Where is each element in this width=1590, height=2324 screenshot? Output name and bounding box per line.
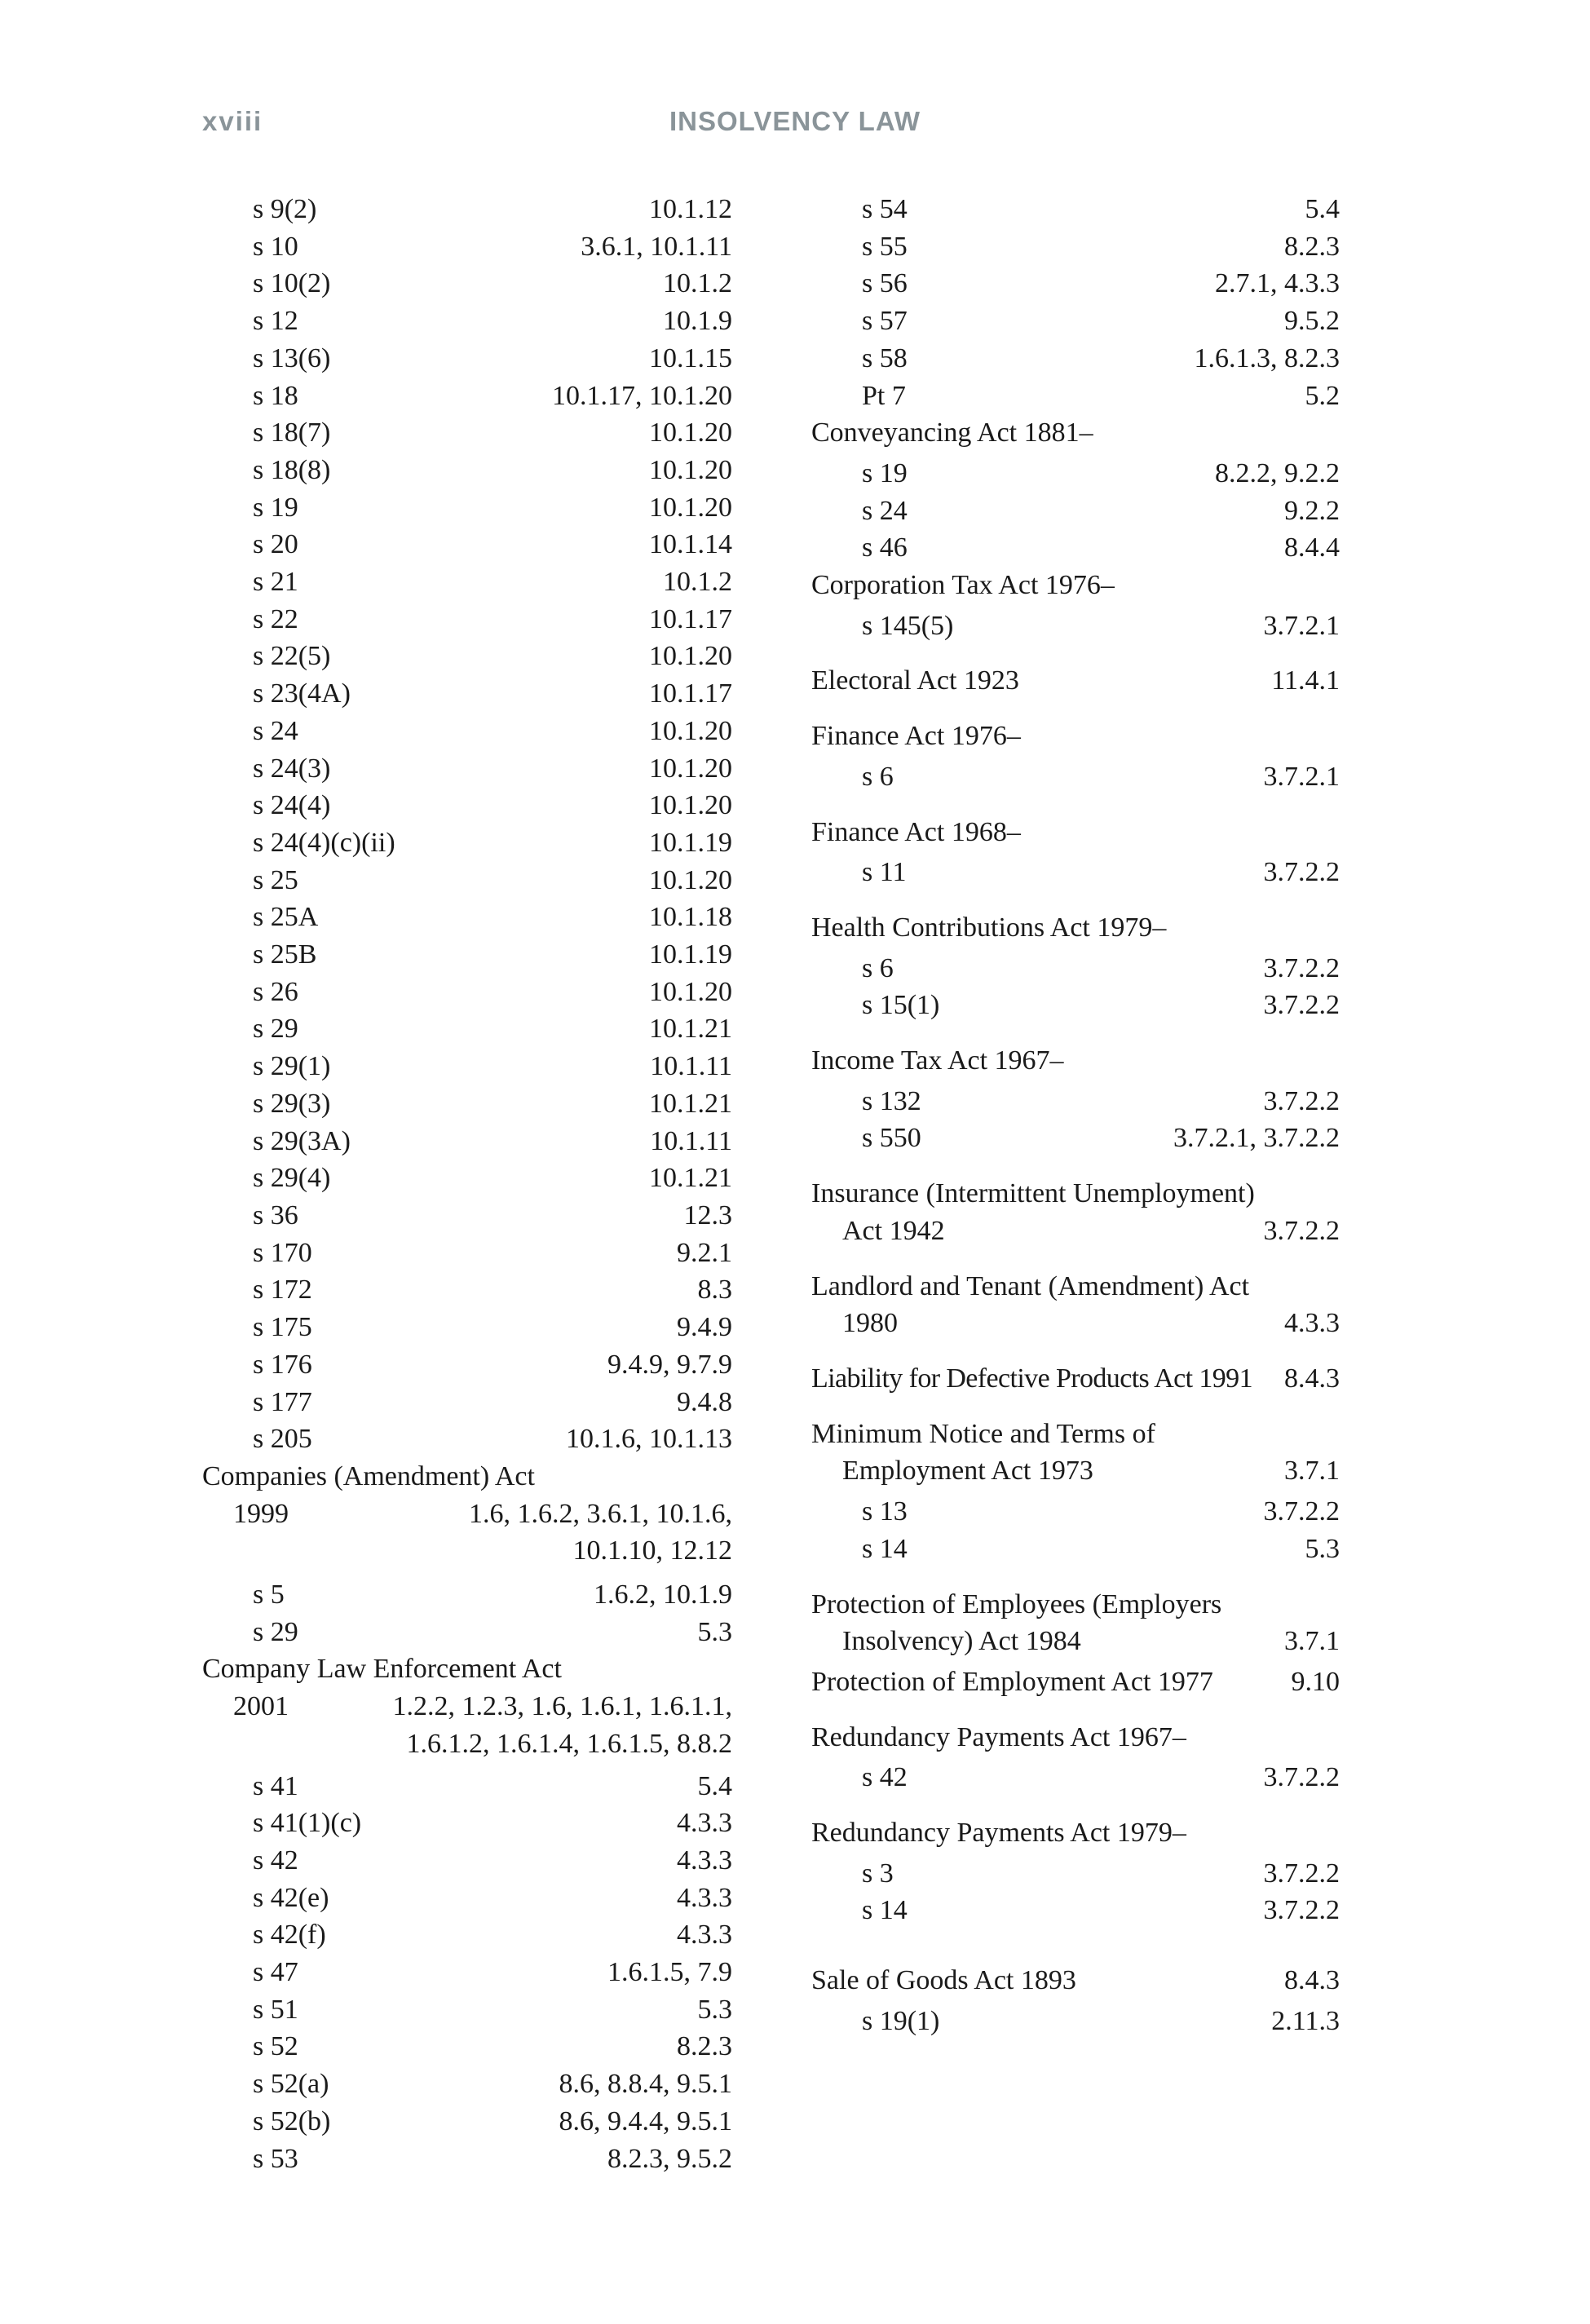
entry-refs: 11.4.1 (1271, 665, 1340, 696)
section-row (202, 899, 732, 936)
entry-title: Electoral Act 1923 (811, 665, 1019, 696)
entry-refs-cont: 10.1.10, 12.12 (572, 1535, 732, 1566)
section-refs: 9.2.2 (1284, 495, 1340, 526)
section-label: s 11 (862, 857, 907, 888)
section-row (202, 340, 732, 378)
companies-act-sections (202, 191, 732, 1458)
section-refs: 3.7.2.2 (1263, 1895, 1340, 1926)
section-refs: 10.1.17, 10.1.20 (552, 380, 732, 411)
section-refs: 8.6, 9.4.4, 9.5.1 (559, 2105, 732, 2136)
running-title: INSOLVENCY LAW (669, 106, 921, 136)
section-row (811, 987, 1340, 1024)
section-refs: 10.1.20 (649, 864, 732, 895)
entry-title-cont: 1980 (842, 1308, 898, 1339)
section-refs: 10.1.20 (649, 715, 732, 746)
section-label: s 14 (862, 1895, 908, 1926)
section-row (202, 1880, 732, 1917)
companies-act-sections-cont (811, 191, 1340, 414)
section-row (202, 974, 732, 1011)
section-row (811, 228, 1340, 266)
section-row (202, 1010, 732, 1048)
section-row (202, 936, 732, 974)
section-row (202, 2103, 732, 2141)
section-label: s 132 (862, 1085, 921, 1116)
section-refs: 8.6, 8.8.4, 9.5.1 (559, 2069, 732, 2100)
section-label: s 10(2) (253, 268, 331, 299)
right-column (811, 191, 1340, 2040)
section-refs: 3.7.2.2 (1263, 990, 1340, 1021)
entry-title: Conveyancing Act 1881– (811, 418, 1093, 448)
section-label: s 6 (862, 952, 894, 983)
section-refs: 4.3.3 (677, 1920, 732, 1951)
section-refs: 10.1.9 (663, 306, 732, 337)
insurance-entry (811, 1175, 1340, 1249)
section-label: s 3 (862, 1858, 894, 1889)
section-refs: 5.3 (1305, 1533, 1340, 1564)
entry-title: Redundancy Payments Act 1979– (811, 1818, 1186, 1849)
section-refs: 10.1.19 (649, 827, 732, 858)
section-label: s 15(1) (862, 990, 940, 1021)
entry-year-row (202, 1688, 732, 1725)
section-label: s 177 (253, 1386, 312, 1417)
entry-year: 2001 (233, 1691, 289, 1722)
section-refs: 1.6.2, 10.1.9 (594, 1580, 732, 1610)
section-label: s 52 (253, 2031, 298, 2062)
section-label: s 55 (862, 231, 908, 262)
left-column (202, 191, 732, 2177)
entry-title: Health Contributions Act 1979– (811, 912, 1167, 943)
section-row (202, 1916, 732, 1954)
section-row (202, 563, 732, 601)
entry-refs: 8.4.3 (1284, 1965, 1340, 1996)
section-refs: 3.7.2.1 (1263, 761, 1340, 792)
section-label: s 22 (253, 603, 298, 634)
section-label: s 29(3) (253, 1088, 331, 1119)
section-refs: 2.11.3 (1271, 2005, 1340, 2036)
health-contributions-entry (811, 909, 1340, 1024)
section-refs: 10.1.15 (649, 342, 732, 373)
liability-entry (811, 1360, 1340, 1398)
entry-sections (811, 1493, 1340, 1567)
entry-title: Liability for Defective Products Act 1991 (811, 1363, 1252, 1394)
entry-title-cont: Insolvency) Act 1984 (842, 1626, 1081, 1657)
section-row (202, 787, 732, 824)
finance-1968-entry (811, 814, 1340, 891)
entry-refs: 8.4.3 (1284, 1363, 1340, 1394)
section-row (811, 1531, 1340, 1568)
section-label: s 550 (862, 1123, 921, 1154)
entry-sections (811, 1759, 1340, 1796)
section-row (202, 1614, 732, 1651)
section-row (202, 675, 732, 713)
section-label: s 145(5) (862, 610, 954, 641)
section-row (811, 2003, 1340, 2040)
section-refs: 10.1.12 (649, 194, 732, 224)
corporation-tax-entry (811, 567, 1340, 644)
section-label: s 24(4) (253, 790, 331, 821)
finance-1976-entry (811, 718, 1340, 795)
section-refs: 9.2.1 (677, 1237, 732, 1268)
section-refs: 10.1.2 (663, 567, 732, 598)
section-label: s 29 (253, 1616, 298, 1647)
minimum-notice-entry (811, 1416, 1340, 1568)
section-refs: 10.1.2 (663, 268, 732, 299)
conveyancing-entry (811, 414, 1340, 567)
section-label: s 14 (862, 1533, 908, 1564)
section-refs: 8.2.3, 9.5.2 (607, 2143, 732, 2174)
section-row (202, 526, 732, 563)
section-refs: 10.1.17 (649, 678, 732, 709)
section-row (202, 601, 732, 638)
section-label: s 24 (253, 715, 298, 746)
section-row (202, 1768, 732, 1805)
section-label: s 19 (862, 457, 908, 488)
entry-title: Protection of Employees (Employers (811, 1588, 1222, 1619)
entry-sections (811, 1855, 1340, 1929)
entry-refs-cont-row (202, 1532, 732, 1570)
section-refs: 3.7.2.2 (1263, 1762, 1340, 1793)
section-label: s 175 (253, 1312, 312, 1343)
section-refs: 5.4 (1305, 194, 1340, 224)
section-label: s 13 (862, 1496, 908, 1527)
section-row (811, 758, 1340, 796)
section-refs: 3.7.2.1 (1263, 610, 1340, 641)
section-label: s 24 (862, 495, 908, 526)
section-refs: 10.1.20 (649, 454, 732, 485)
entry-title: Corporation Tax Act 1976– (811, 570, 1115, 601)
entry-cont-row (811, 1623, 1340, 1660)
sale-of-goods-entry (811, 1962, 1340, 1999)
entry-sections (811, 2003, 1340, 2040)
section-label: s 42(e) (253, 1882, 329, 1913)
section-label: s 51 (253, 1994, 298, 2025)
entry-sections (202, 1768, 732, 2178)
company-law-enforcement-entry (202, 1650, 732, 2177)
section-row (811, 265, 1340, 303)
section-refs: 10.1.6, 10.1.13 (566, 1424, 732, 1455)
section-label: s 29(1) (253, 1051, 331, 1082)
section-row (202, 1991, 732, 2029)
section-refs: 12.3 (683, 1200, 732, 1230)
section-label: s 42(f) (253, 1920, 326, 1951)
section-refs: 5.4 (697, 1770, 732, 1801)
section-refs: 10.1.11 (650, 1125, 732, 1156)
section-refs: 4.3.3 (677, 1808, 732, 1839)
entry-refs: 1.2.2, 1.2.3, 1.6, 1.6.1, 1.6.1.1, (392, 1691, 732, 1722)
section-row (202, 1805, 732, 1842)
section-label: s 21 (253, 567, 298, 598)
section-row (202, 489, 732, 527)
section-label: s 29(4) (253, 1163, 331, 1194)
section-label: s 20 (253, 529, 298, 560)
section-row (811, 854, 1340, 891)
section-label: s 25B (253, 939, 317, 970)
section-refs: 10.1.20 (649, 790, 732, 821)
section-label: s 19(1) (862, 2005, 940, 2036)
section-label: s 36 (253, 1200, 298, 1230)
section-refs: 3.7.2.2 (1263, 1858, 1340, 1889)
section-row (202, 1384, 732, 1421)
section-row (202, 378, 732, 415)
section-row (202, 1160, 732, 1197)
section-refs: 8.3 (697, 1275, 732, 1306)
entry-refs: 3.7.1 (1284, 1626, 1340, 1657)
section-refs: 10.1.17 (649, 603, 732, 634)
entry-year-row (202, 1496, 732, 1533)
section-row (202, 1271, 732, 1309)
entry-sections (811, 455, 1340, 567)
section-row (202, 1346, 732, 1384)
companies-amendment-entry (202, 1458, 732, 1651)
section-refs: 3.7.2.2 (1263, 1085, 1340, 1116)
section-row (202, 1085, 732, 1123)
section-refs: 10.1.21 (649, 1163, 732, 1194)
entry-cont-row (811, 1305, 1340, 1342)
entry-sections (811, 854, 1340, 891)
entry-cont-row (811, 1213, 1340, 1250)
section-label: s 56 (862, 268, 908, 299)
section-label: s 42 (862, 1762, 908, 1793)
section-label: s 52(a) (253, 2069, 329, 2100)
section-row (202, 1576, 732, 1614)
section-refs: 8.4.4 (1284, 532, 1340, 563)
section-row (811, 1083, 1340, 1120)
section-label: s 46 (862, 532, 908, 563)
section-row (202, 713, 732, 750)
entry-title-cont: Employment Act 1973 (842, 1456, 1093, 1487)
section-label: s 25A (253, 902, 319, 933)
entry-title: Redundancy Payments Act 1967– (811, 1721, 1186, 1752)
section-row (202, 2066, 732, 2103)
entry-refs-cont-row (202, 1725, 732, 1763)
redundancy-1979-entry (811, 1814, 1340, 1929)
section-row (811, 378, 1340, 415)
entry-title: Income Tax Act 1967– (811, 1045, 1064, 1076)
entry-sections (811, 608, 1340, 645)
section-refs: 3.7.2.2 (1263, 857, 1340, 888)
protection-employment-entry (811, 1663, 1340, 1701)
section-row (811, 1493, 1340, 1531)
section-row (811, 1892, 1340, 1929)
entry-year: 1999 (233, 1498, 289, 1529)
section-refs: 8.2.3 (677, 2031, 732, 2062)
entry-refs-cont: 1.6.1.2, 1.6.1.4, 1.6.1.5, 8.8.2 (406, 1728, 732, 1759)
section-row (202, 1048, 732, 1085)
section-row (202, 303, 732, 340)
entry-title: Landlord and Tenant (Amendment) Act (811, 1270, 1250, 1301)
income-tax-entry (811, 1042, 1340, 1157)
entry-title: Companies (Amendment) Act (202, 1460, 535, 1491)
section-row (202, 1235, 732, 1272)
section-row (202, 824, 732, 862)
section-label: s 6 (862, 761, 894, 792)
entry-title: Protection of Employment Act 1977 (811, 1666, 1213, 1697)
entry-cont-row (811, 1452, 1340, 1490)
section-row (811, 608, 1340, 645)
section-refs: 9.5.2 (1284, 306, 1340, 337)
section-refs: 10.1.21 (649, 1014, 732, 1045)
section-row (811, 1120, 1340, 1157)
section-row (202, 638, 732, 675)
section-refs: 4.3.3 (677, 1845, 732, 1876)
section-row (202, 862, 732, 899)
section-refs: 9.4.9, 9.7.9 (607, 1349, 732, 1380)
section-refs: 10.1.20 (649, 976, 732, 1007)
section-row (202, 452, 732, 489)
section-refs: 10.1.20 (649, 492, 732, 523)
section-refs: 10.1.14 (649, 529, 732, 560)
section-label: s 12 (253, 306, 298, 337)
section-row (202, 1954, 732, 1991)
entry-title: Insurance (Intermittent Unemployment) (811, 1178, 1255, 1209)
section-row (811, 950, 1340, 987)
section-refs: 1.6.1.5, 7.9 (607, 1957, 732, 1988)
section-label: s 13(6) (253, 342, 331, 373)
entry-sections (811, 758, 1340, 796)
section-refs: 3.7.2.2 (1263, 1496, 1340, 1527)
section-refs: 9.4.9 (677, 1312, 732, 1343)
section-refs: 10.1.20 (649, 418, 732, 448)
entry-refs: 3.7.2.2 (1263, 1215, 1340, 1246)
section-label: s 176 (253, 1349, 312, 1380)
entry-refs: 4.3.3 (1284, 1308, 1340, 1339)
section-label: s 10 (253, 231, 298, 262)
section-label: s 54 (862, 194, 908, 224)
section-label: s 9(2) (253, 194, 317, 224)
section-refs: 9.4.8 (677, 1386, 732, 1417)
section-label: s 53 (253, 2143, 298, 2174)
section-refs: 10.1.18 (649, 902, 732, 933)
entry-title: Finance Act 1968– (811, 816, 1021, 847)
section-row (811, 1759, 1340, 1796)
section-refs: 3.7.2.1, 3.7.2.2 (1173, 1123, 1340, 1154)
entry-title-cont: Act 1942 (842, 1215, 945, 1246)
section-row (811, 1855, 1340, 1893)
section-refs: 8.2.3 (1284, 231, 1340, 262)
entry-title: Minimum Notice and Terms of (811, 1418, 1155, 1449)
page-header (0, 106, 1590, 147)
entry-refs: 3.7.1 (1284, 1456, 1340, 1487)
section-label: s 58 (862, 342, 908, 373)
section-label: s 29 (253, 1014, 298, 1045)
section-label: s 52(b) (253, 2105, 331, 2136)
section-label: s 47 (253, 1957, 298, 1988)
section-row (202, 228, 732, 266)
section-row (202, 414, 732, 452)
section-label: s 18(8) (253, 454, 331, 485)
section-label: s 24(4)(c)(ii) (253, 827, 395, 858)
section-row (811, 529, 1340, 567)
landlord-tenant-entry (811, 1268, 1340, 1342)
section-row (202, 1420, 732, 1458)
section-label: s 24(3) (253, 753, 331, 784)
section-row (811, 303, 1340, 340)
section-refs: 8.2.2, 9.2.2 (1215, 457, 1340, 488)
section-refs: 10.1.20 (649, 641, 732, 672)
protection-employees-entry (811, 1586, 1340, 1660)
section-label: s 18 (253, 380, 298, 411)
section-label: s 18(7) (253, 418, 331, 448)
section-label: s 26 (253, 976, 298, 1007)
section-row (811, 493, 1340, 530)
entry-sections (811, 1083, 1340, 1157)
section-refs: 10.1.21 (649, 1088, 732, 1119)
section-refs: 10.1.11 (650, 1051, 732, 1082)
section-row (202, 191, 732, 228)
section-label: s 205 (253, 1424, 312, 1455)
section-label: s 25 (253, 864, 298, 895)
section-refs: 5.3 (697, 1994, 732, 2025)
entry-sections (202, 1576, 732, 1650)
section-refs: 5.2 (1305, 380, 1340, 411)
section-row (202, 2141, 732, 2178)
section-label: s 23(4A) (253, 678, 351, 709)
electoral-entry (811, 662, 1340, 700)
section-row (202, 1123, 732, 1160)
section-row (202, 750, 732, 788)
section-row (811, 340, 1340, 378)
section-refs: 10.1.20 (649, 753, 732, 784)
section-label: Pt 7 (862, 380, 906, 411)
section-label: s 172 (253, 1275, 312, 1306)
section-refs: 1.6.1.3, 8.2.3 (1194, 342, 1340, 373)
section-refs: 5.3 (697, 1616, 732, 1647)
section-label: s 57 (862, 306, 908, 337)
entry-sections (811, 950, 1340, 1024)
section-row (811, 455, 1340, 493)
section-label: s 19 (253, 492, 298, 523)
section-row (202, 1309, 732, 1346)
section-label: s 41(1)(c) (253, 1808, 362, 1839)
entry-refs: 9.10 (1291, 1666, 1340, 1697)
section-label: s 22(5) (253, 641, 331, 672)
redundancy-1967-entry (811, 1719, 1340, 1796)
section-row (202, 265, 732, 303)
entry-refs: 1.6, 1.6.2, 3.6.1, 10.1.6, (469, 1498, 732, 1529)
section-refs: 3.6.1, 10.1.11 (581, 231, 732, 262)
section-row (202, 2028, 732, 2066)
section-label: s 170 (253, 1237, 312, 1268)
section-row (811, 191, 1340, 228)
entry-title: Finance Act 1976– (811, 721, 1021, 752)
section-label: s 41 (253, 1770, 298, 1801)
section-refs: 4.3.3 (677, 1882, 732, 1913)
entry-title: Sale of Goods Act 1893 (811, 1965, 1076, 1996)
section-row (202, 1197, 732, 1235)
section-row (202, 1842, 732, 1880)
section-label: s 29(3A) (253, 1125, 351, 1156)
section-refs: 10.1.19 (649, 939, 732, 970)
entry-title: Company Law Enforcement Act (202, 1654, 562, 1685)
page-number: xviii (202, 106, 263, 136)
section-refs: 2.7.1, 4.3.3 (1215, 268, 1340, 299)
section-refs: 3.7.2.2 (1263, 952, 1340, 983)
section-label: s 5 (253, 1580, 285, 1610)
section-label: s 42 (253, 1845, 298, 1876)
